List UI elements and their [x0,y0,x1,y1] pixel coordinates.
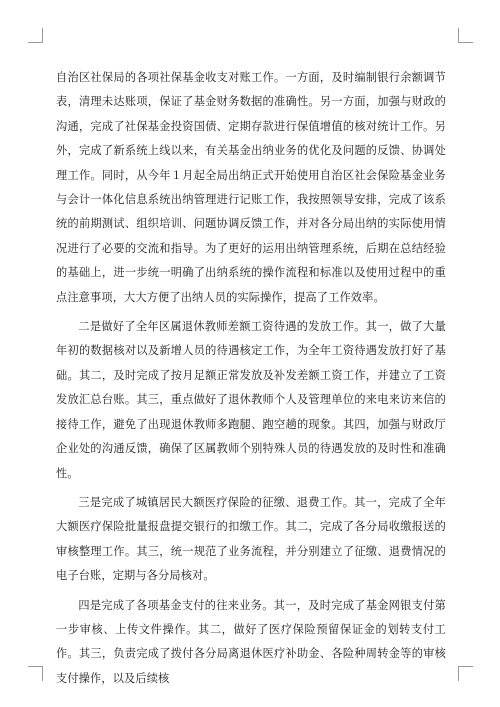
paragraph-4: 四是完成了各项基金支付的往来业务。其一，及时完成了基金网银支付第一步审核、上传文件操作。其二，做好了医疗保险预留保证金的划转支付工作。其三，负责完成了拨付各分局离退休医疗补助金、各险种周转金等的审核支付操作，以及后续核 [56,598,446,685]
crop-mark-top-right [458,28,473,43]
paragraph-2: 二是做好了全年区属退休教师差额工资待遇的发放工作。其一，做了大量年初的数据核对以及新增人员的待遇核定工作，为全年工资待遇发放打好了基础。其二，及时完成了按月足额正常发放及补发差额工资工作，并建立了工资发放汇总台账。其三，重点做好了退休教师个人及管理单位的来电来访来信的接待工作，避免了出现退休教师多跑腿、跑空趟的现象。其四，加强与财政厅企业处的沟通反馈，确保了区属教师个别特殊人员的待遇发放的及时性和准确性。 [56,320,446,480]
crop-mark-top-left [28,28,43,43]
document-body [56,66,446,696]
paragraph-3: 三是完成了城镇居民大额医疗保险的征缴、退费工作。其一，完成了全年大额医疗保险批量报盘提交银行的扣缴工作。其二，完成了各分局收缴报送的审核整理工作。其三，统一规范了业务流程，并分别建立了征缴、退费情况的电子台账，定期与各分局核对。 [56,495,446,583]
paragraph-1: 自治区社保局的各项社保基金收支对账工作。一方面，及时编制银行余额调节表，清理未达账项，保证了基金财务数据的准确性。另一方面，加强与财政的沟通，完成了社保基金投资国债、定期存款进行保值增值的核对统计工作。另外，完成了新系统上线以来，有关基金出纳业务的优化及问题的反馈、协调处理工作。同时，从今年１月起全局出纳正式开始使用自治区社会保险基金业务与会计一体化信息系统出纳管理进行记账工作，我按照领导安排，完成了该系统的前期测试、组织培训、问题协调反馈工作，并对各分局出纳的实际使用情况进行了必要的交流和指导。为了更好的运用出纳管理系统，后期在总结经验的基础上，进一步统一明确了出纳系统的操作流程和标准以及使用过程中的重点注意事项，大大方便了出纳人员的实际操作，提高了工作效率。 [56,71,446,304]
crop-mark-bottom-left [28,666,43,681]
crop-mark-bottom-right [458,666,473,681]
